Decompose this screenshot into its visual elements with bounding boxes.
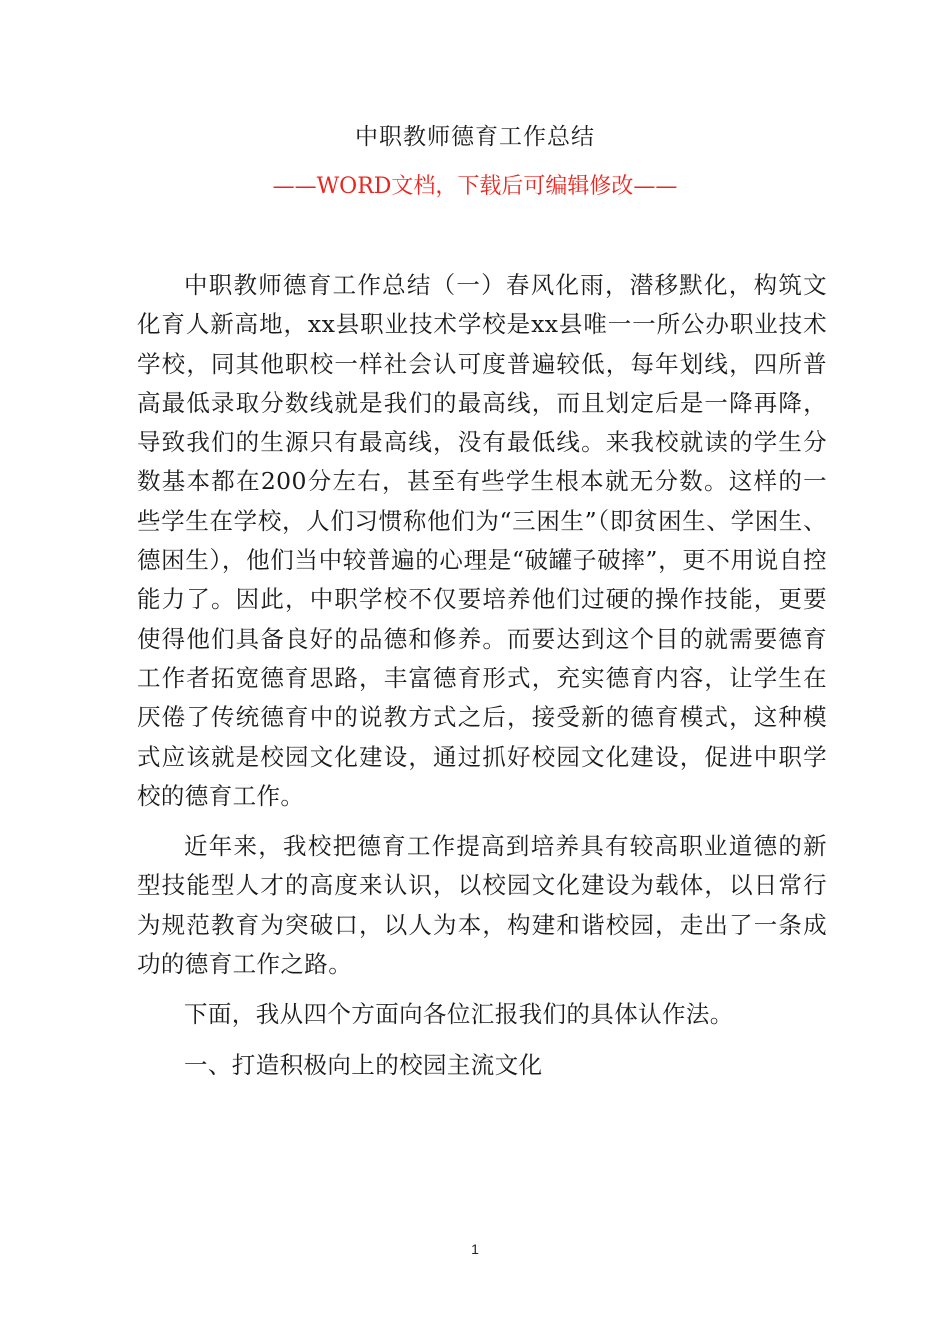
document-subtitle: ——WORD文档，下载后可编辑修改—— — [272, 174, 678, 199]
paragraph-intro: 中职教师德育工作总结（一）春风化雨，潜移默化，构筑文化育人新高地，xx县职业技术学校是xx县唯一一所公办职业技术学校，同其他职校一样社会认可度普遍较低，每年划线，四所普高最低录取分数线就是我们的最高线，而且划定后是一降再降，导致我们的生源只有最高线，没有最低线。来我校就读的学生分数基本都在200分左右，甚至有些学生根本就无分数。这样的一些学生在学校，人们习惯称他们为“三困生”（即贫困生、学困生、德困生），他们当中较普遍的心理是“破罐子破摔”，更不用说自控能力了。因此，中职学校不仅要培养他们过硬的操作技能，更要使得他们具备良好的品德和修养。而要达到这个目的就需要德育工作者拓宽德育思路，丰富德育形式，充实德育内容，让学生在厌倦了传统德育中的说教方式之后，接受新的德育模式，这种模式应该就是校园文化建设，通过抓好校园文化建设，促进中职学校的德育工作。 — [137, 271, 827, 810]
section-heading-one: 一、打造积极向上的校园主流文化 — [184, 1050, 543, 1079]
paragraph-recent-years: 近年来，我校把德育工作提高到培养具有较高职业道德的新型技能型人才的高度来认识，以校园文化建设为载体，以日常行为规范教育为突破口，以人为本，构建和谐校园，走出了一条成功的德育工作之路。 — [137, 832, 827, 979]
page-number: 1 — [471, 1241, 479, 1257]
paragraph-report: 下面，我从四个方面向各位汇报我们的具体认作法。 — [184, 1000, 734, 1029]
document-title: 中职教师德育工作总结 — [355, 124, 595, 150]
document-body — [137, 266, 827, 1085]
